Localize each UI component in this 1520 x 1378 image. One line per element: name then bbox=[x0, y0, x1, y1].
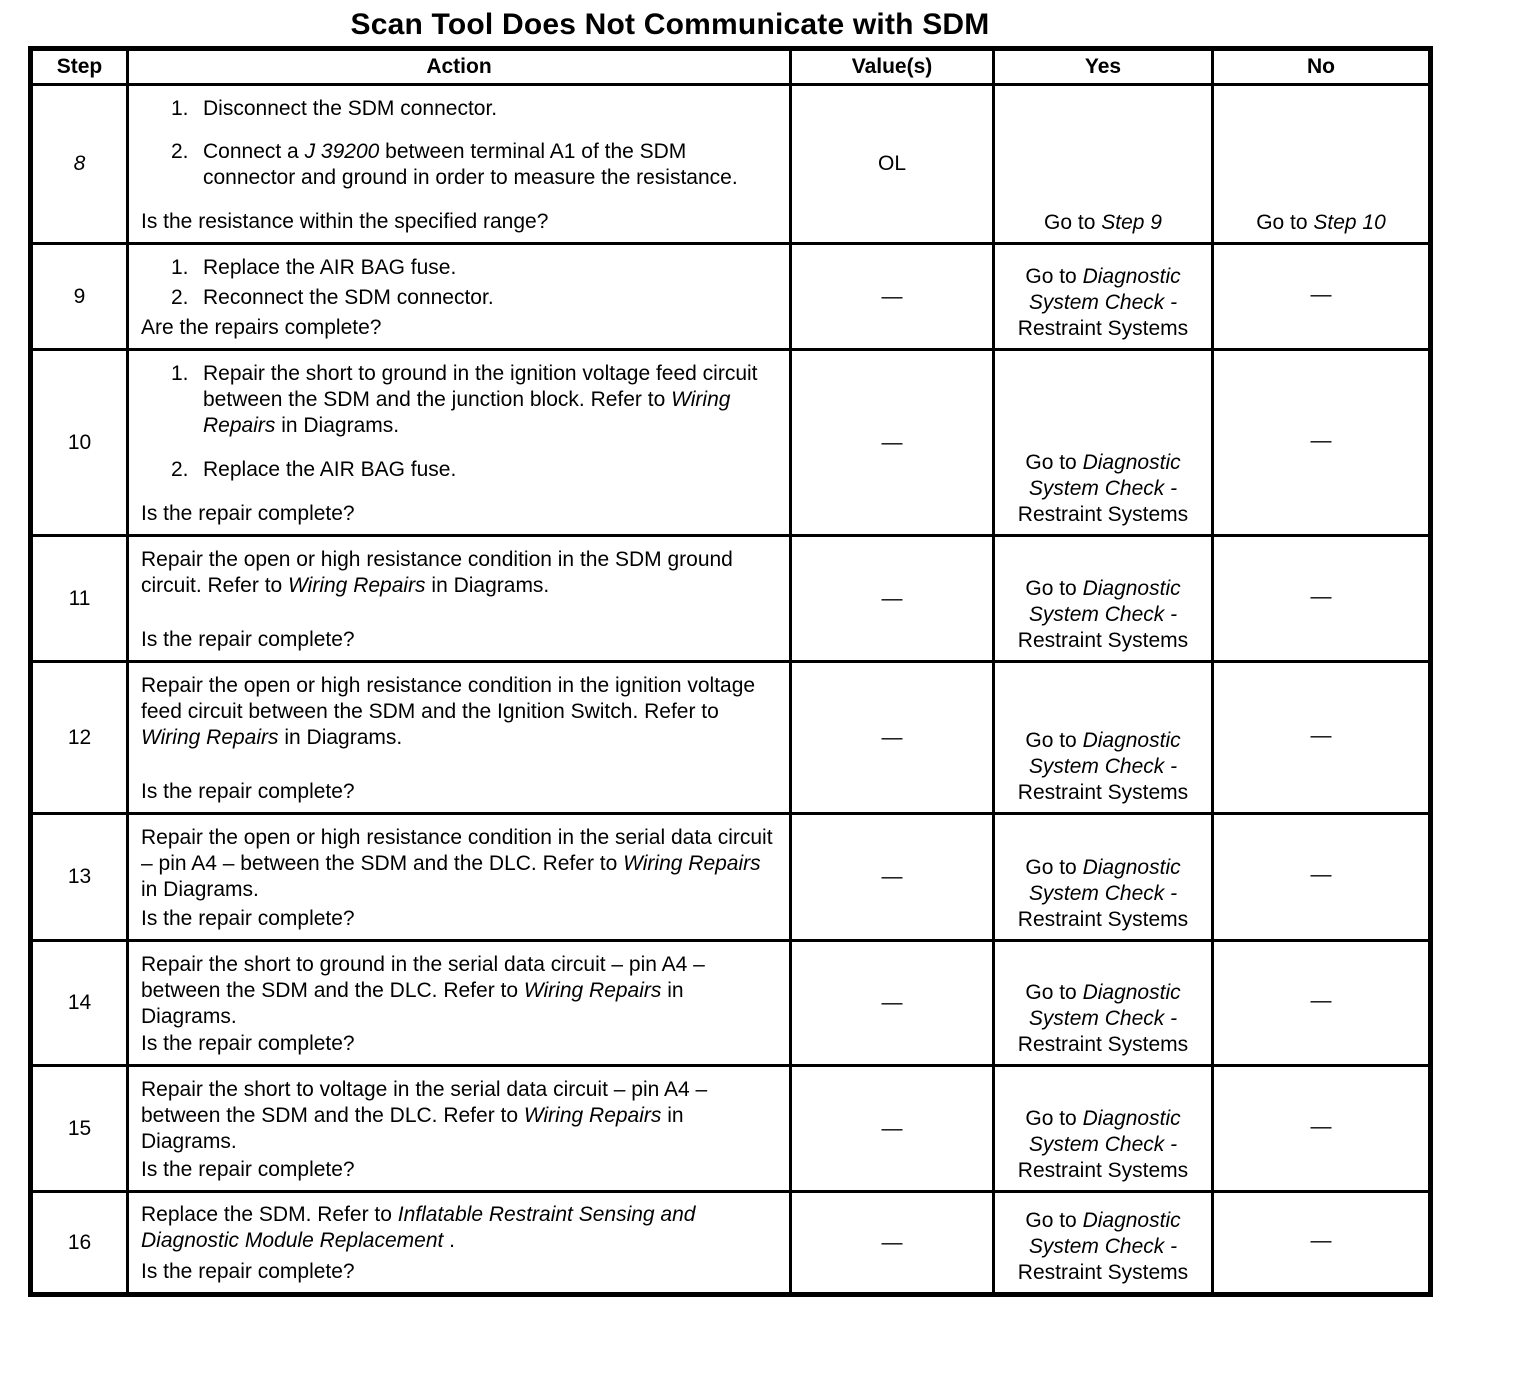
no-cell bbox=[1213, 244, 1431, 350]
yes-cell bbox=[994, 1066, 1213, 1192]
text: Go to bbox=[1025, 451, 1083, 474]
text: Is the repair complete? bbox=[141, 627, 355, 651]
text: Repair the open or high resistance condition in the SDM ground circuit. Refer to bbox=[141, 547, 733, 597]
table-header bbox=[31, 49, 1431, 85]
action-list-item bbox=[141, 285, 779, 311]
list-item-number: 1. bbox=[171, 255, 189, 279]
text: — bbox=[1310, 428, 1332, 452]
action-question bbox=[141, 906, 779, 932]
italic-text: Diagnostic System Check - bbox=[1028, 265, 1181, 314]
action-cell bbox=[128, 536, 791, 662]
step-cell: 9 bbox=[31, 244, 128, 350]
text: Is the repair complete? bbox=[141, 1031, 355, 1055]
yes-cell bbox=[994, 941, 1213, 1066]
text: in Diagrams. bbox=[141, 877, 259, 901]
step-cell: 10 bbox=[31, 350, 128, 536]
no-cell bbox=[1213, 814, 1431, 941]
action-cell bbox=[128, 350, 791, 536]
action-paragraph bbox=[141, 825, 779, 903]
text: Go to bbox=[1025, 856, 1083, 879]
italic-text: J 39200 bbox=[304, 140, 380, 163]
value-cell: — bbox=[791, 662, 994, 814]
action-paragraph bbox=[141, 1077, 779, 1155]
table-row bbox=[31, 85, 1431, 244]
action-content bbox=[129, 353, 789, 533]
text: Is the repair complete? bbox=[141, 1260, 355, 1283]
action-cell bbox=[128, 244, 791, 350]
value-cell: — bbox=[791, 244, 994, 350]
page-title: Scan Tool Does Not Communicate with SDM bbox=[350, 8, 990, 41]
header-row bbox=[31, 49, 1431, 85]
value-cell: — bbox=[791, 1066, 994, 1192]
diagnostic-table bbox=[28, 46, 1433, 1297]
col-header-action: Action bbox=[128, 49, 791, 85]
table-row bbox=[31, 1192, 1431, 1295]
no-cell bbox=[1213, 662, 1431, 814]
text: Go to bbox=[1044, 211, 1102, 234]
value-cell: — bbox=[791, 814, 994, 941]
yes-cell bbox=[994, 350, 1213, 536]
text: Repair the open or high resistance condition in the serial data circuit – pin A4 – between the SDM and the DLC. Refer to bbox=[141, 825, 773, 875]
no-cell bbox=[1213, 536, 1431, 662]
text: Connect a bbox=[203, 140, 305, 163]
action-question bbox=[141, 209, 779, 235]
step-cell: 12 bbox=[31, 662, 128, 814]
action-cell bbox=[128, 941, 791, 1066]
italic-text: Wiring Repairs bbox=[141, 725, 279, 749]
step-cell: 8 bbox=[31, 85, 128, 244]
text: — bbox=[1310, 1114, 1332, 1138]
text: — bbox=[1310, 584, 1332, 608]
step-cell: 13 bbox=[31, 814, 128, 941]
step-cell: 15 bbox=[31, 1066, 128, 1192]
italic-text: Diagnostic System Check - bbox=[1028, 451, 1181, 500]
action-content bbox=[129, 539, 789, 659]
list-item-number: 2. bbox=[171, 285, 189, 309]
value-cell: — bbox=[791, 350, 994, 536]
text: Restraint Systems bbox=[1017, 1033, 1189, 1056]
step-cell: 16 bbox=[31, 1192, 128, 1295]
text: Restraint Systems bbox=[1017, 908, 1189, 931]
no-cell bbox=[1213, 350, 1431, 536]
text: — bbox=[1310, 282, 1332, 306]
italic-text: Diagnostic System Check - bbox=[1028, 729, 1181, 778]
italic-text: Diagnostic System Check - bbox=[1028, 981, 1181, 1030]
text: Go to bbox=[1025, 1107, 1083, 1130]
yes-cell bbox=[994, 244, 1213, 350]
list-item-number: 1. bbox=[171, 361, 189, 385]
step-cell: 14 bbox=[31, 941, 128, 1066]
text: Is the repair complete? bbox=[141, 906, 355, 930]
text: Replace the AIR BAG fuse. bbox=[203, 255, 457, 279]
no-cell bbox=[1213, 941, 1431, 1066]
table-row bbox=[31, 941, 1431, 1066]
italic-text: Wiring Repairs bbox=[523, 978, 662, 1002]
action-cell bbox=[128, 1192, 791, 1295]
text: Is the resistance within the specified range? bbox=[141, 209, 549, 233]
text: — bbox=[1310, 1228, 1332, 1252]
action-content bbox=[129, 665, 789, 811]
action-content bbox=[129, 944, 789, 1063]
text: Go to bbox=[1025, 729, 1083, 752]
text: in Diagrams. bbox=[425, 573, 550, 597]
list-item-number: 2. bbox=[171, 140, 189, 163]
action-cell bbox=[128, 85, 791, 244]
list-item-number: 1. bbox=[171, 96, 189, 120]
text: Repair the short to voltage in the serial data circuit – pin A4 – between the SDM and the DLC. Refer to bbox=[141, 1077, 708, 1127]
text: Repair the short to ground in the ignition voltage feed circuit between the SDM and the junction block. Refer to bbox=[203, 361, 758, 411]
text: Reconnect the SDM connector. bbox=[203, 285, 494, 309]
text: Are the repairs complete? bbox=[141, 315, 382, 339]
no-cell bbox=[1213, 1066, 1431, 1192]
action-content bbox=[129, 88, 789, 241]
action-list-item bbox=[141, 139, 779, 191]
italic-text: Step 10 bbox=[1313, 211, 1386, 234]
italic-text: Diagnostic System Check - bbox=[1028, 1107, 1181, 1156]
text: Go to bbox=[1025, 265, 1083, 288]
col-header-values: Value(s) bbox=[791, 49, 994, 85]
text: Is the repair complete? bbox=[141, 1157, 355, 1181]
text: Restraint Systems bbox=[1017, 781, 1189, 804]
yes-cell bbox=[994, 662, 1213, 814]
text: Go to bbox=[1025, 577, 1083, 600]
action-cell bbox=[128, 1066, 791, 1192]
action-content bbox=[129, 1194, 789, 1291]
italic-text: Diagnostic System Check - bbox=[1028, 1209, 1181, 1258]
text: Is the repair complete? bbox=[141, 501, 355, 525]
text: in Diagrams. bbox=[278, 725, 403, 749]
action-cell bbox=[128, 662, 791, 814]
action-paragraph bbox=[141, 952, 779, 1030]
table-row bbox=[31, 536, 1431, 662]
text: . bbox=[443, 1229, 455, 1252]
action-question bbox=[141, 1031, 779, 1057]
action-question bbox=[141, 501, 779, 527]
italic-text: Diagnostic System Check - bbox=[1028, 856, 1181, 905]
action-paragraph bbox=[141, 673, 779, 751]
text: Restraint Systems bbox=[1017, 1261, 1189, 1284]
italic-text: Step 9 bbox=[1101, 211, 1162, 234]
step-cell: 11 bbox=[31, 536, 128, 662]
text: — bbox=[1310, 863, 1332, 886]
text: Go to bbox=[1256, 211, 1314, 234]
text: Replace the AIR BAG fuse. bbox=[203, 457, 457, 481]
italic-text: Wiring Repairs bbox=[288, 573, 426, 597]
italic-text: Wiring Repairs bbox=[623, 851, 761, 875]
table-row bbox=[31, 1066, 1431, 1192]
yes-cell bbox=[994, 814, 1213, 941]
value-cell: OL bbox=[791, 85, 994, 244]
action-question bbox=[141, 1157, 779, 1183]
no-cell bbox=[1213, 1192, 1431, 1295]
table-row bbox=[31, 662, 1431, 814]
italic-text: Wiring Repairs bbox=[523, 1103, 662, 1127]
text: Repair the short to ground in the serial data circuit – pin A4 – between the SDM and the DLC. Refer to bbox=[141, 952, 705, 1002]
action-list-item bbox=[141, 457, 779, 483]
col-header-yes: Yes bbox=[994, 49, 1213, 85]
text: Restraint Systems bbox=[1017, 629, 1189, 652]
text: — bbox=[1310, 723, 1332, 747]
yes-cell bbox=[994, 536, 1213, 662]
action-question bbox=[141, 315, 779, 341]
text: Restraint Systems bbox=[1017, 1159, 1189, 1182]
text: Is the repair complete? bbox=[141, 779, 355, 803]
yes-cell bbox=[994, 85, 1213, 244]
text: in Diagrams. bbox=[141, 1103, 684, 1153]
italic-text: Inflatable Restraint Sensing and Diagnostic Module Replacement bbox=[141, 1203, 696, 1252]
text: Disconnect the SDM connector. bbox=[203, 96, 498, 120]
table-row bbox=[31, 244, 1431, 350]
value-cell: — bbox=[791, 1192, 994, 1295]
text: Repair the open or high resistance condition in the ignition voltage feed circuit between the SDM and the Ignition Switch. Refer to bbox=[141, 673, 756, 723]
text: Replace the SDM. Refer to bbox=[141, 1203, 398, 1226]
action-content bbox=[129, 247, 789, 347]
action-paragraph bbox=[141, 547, 779, 599]
table-row bbox=[31, 350, 1431, 536]
action-question bbox=[141, 779, 779, 805]
action-cell bbox=[128, 814, 791, 941]
text: Restraint Systems bbox=[1017, 503, 1189, 526]
col-header-step: Step bbox=[31, 49, 128, 85]
text: in Diagrams. bbox=[141, 978, 684, 1028]
col-header-no: No bbox=[1213, 49, 1431, 85]
text: in Diagrams. bbox=[275, 413, 400, 437]
action-content bbox=[129, 817, 789, 938]
action-question bbox=[141, 627, 779, 653]
text: Go to bbox=[1025, 981, 1083, 1004]
action-question bbox=[141, 1259, 779, 1285]
text: between terminal A1 of the SDM connector and ground in order to measure the resistance. bbox=[203, 140, 738, 189]
action-content bbox=[129, 1069, 789, 1189]
value-cell: — bbox=[791, 536, 994, 662]
action-list-item bbox=[141, 361, 779, 439]
table-row bbox=[31, 814, 1431, 941]
italic-text: Wiring Repairs bbox=[203, 387, 731, 437]
action-paragraph bbox=[141, 1202, 779, 1254]
yes-cell bbox=[994, 1192, 1213, 1295]
italic-text: Diagnostic System Check - bbox=[1028, 577, 1181, 626]
text: Go to bbox=[1025, 1209, 1083, 1232]
action-list-item bbox=[141, 96, 779, 122]
list-item-number: 2. bbox=[171, 457, 189, 481]
action-list-item bbox=[141, 255, 779, 281]
table-body bbox=[31, 85, 1431, 1295]
text: — bbox=[1310, 989, 1332, 1012]
value-cell: — bbox=[791, 941, 994, 1066]
no-cell bbox=[1213, 85, 1431, 244]
text: Restraint Systems bbox=[1017, 317, 1189, 340]
